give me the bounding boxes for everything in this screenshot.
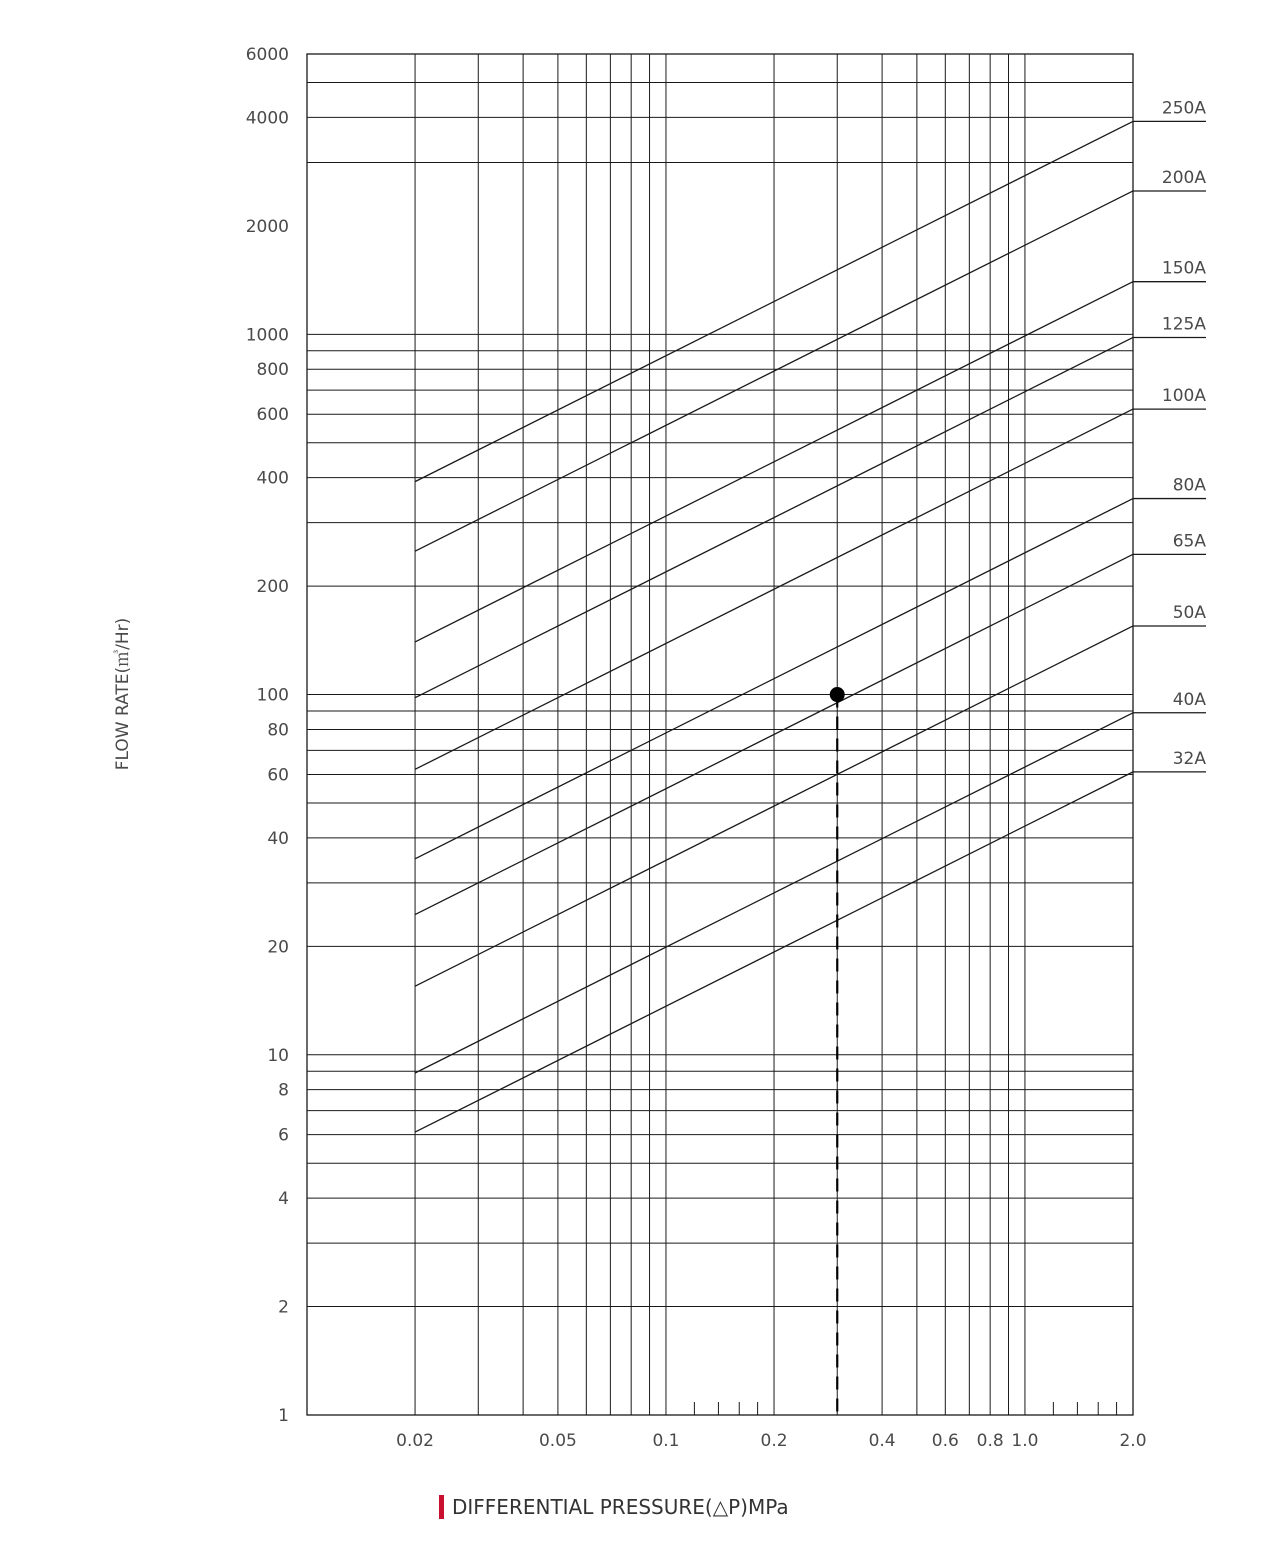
y-axis-label: FLOW RATE(㎥/Hr) [113,617,133,771]
y-tick-label: 1000 [245,325,289,346]
y-tick-label: 6 [278,1125,289,1146]
accent-bar [439,1495,444,1519]
y-tick-label: 2 [278,1297,289,1318]
y-tick-label: 60 [267,765,289,786]
series-label-40A: 40A [1172,689,1206,710]
y-tick-label: 6000 [245,45,289,65]
x-tick-label: 0.1 [652,1431,680,1451]
y-tick-label: 40 [267,828,289,849]
y-tick-label: 10 [267,1045,289,1066]
x-tick-label: 0.4 [868,1431,896,1451]
grid-layer [307,54,1133,1415]
series-label-200A: 200A [1161,167,1206,188]
x-tick-label: 0.8 [976,1431,1004,1451]
x-tick-label: 0.02 [396,1431,434,1451]
series-label-50A: 50A [1172,602,1206,623]
x-tick-label: 2.0 [1119,1431,1147,1451]
series-label-250A: 250A [1161,98,1206,119]
y-tick-label: 4 [278,1189,289,1210]
x-tick-label: 0.2 [760,1431,788,1451]
x-tick-label: 0.6 [931,1431,959,1451]
series-layer [415,98,1206,1132]
x-axis-label: DIFFERENTIAL PRESSURE(△P)MPa [452,1495,789,1519]
tick-label-layer [246,45,1147,1451]
y-tick-label: 8 [278,1080,289,1101]
y-tick-label: 400 [256,468,289,489]
series-label-32A: 32A [1172,748,1206,769]
series-label-80A: 80A [1172,475,1206,496]
x-tick-label: 0.05 [538,1431,577,1451]
y-tick-label: 800 [256,360,289,381]
x-axis-label-group [439,1493,789,1521]
y-tick-label: 600 [256,405,289,426]
y-tick-label: 2000 [245,216,289,237]
series-label-150A: 150A [1161,258,1206,279]
x-tick-label: 1.0 [1011,1431,1039,1451]
y-tick-label: 100 [256,685,289,706]
y-tick-label: 80 [267,720,289,741]
y-tick-label: 4000 [245,108,289,129]
y-tick-label: 20 [267,937,289,958]
series-label-125A: 125A [1161,314,1206,335]
y-tick-label: 1 [278,1406,289,1426]
y-tick-label: 200 [256,577,289,598]
plot-frame [307,54,1133,1415]
series-label-100A: 100A [1161,386,1206,407]
series-label-65A: 65A [1172,531,1206,552]
